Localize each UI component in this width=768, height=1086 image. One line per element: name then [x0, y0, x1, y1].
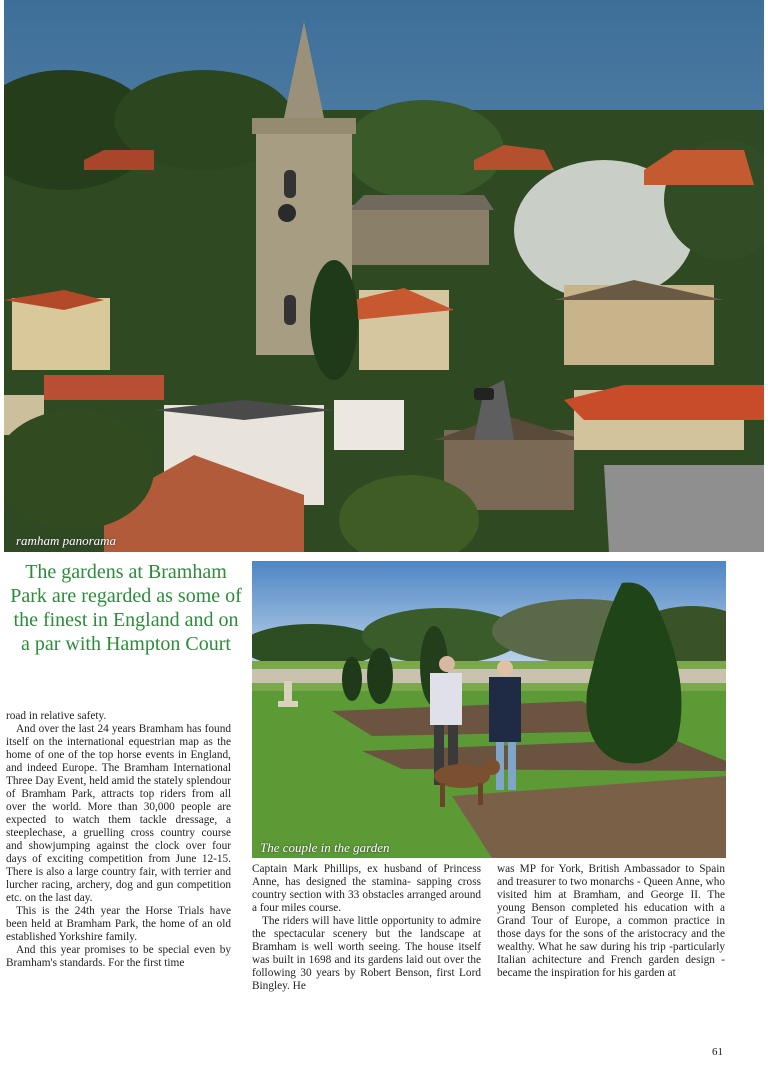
article-column-2	[252, 863, 481, 993]
village-panorama-photo	[4, 0, 764, 552]
page-number: 61	[712, 1046, 723, 1058]
garden-photo	[252, 561, 726, 858]
pull-quote: The gardens at Bramham Park are regarded as some of the finest in England and on a par with Hampton Court	[10, 561, 242, 655]
paragraph: road in relative safety.	[6, 710, 107, 722]
panorama-caption: ramham panorama	[16, 533, 117, 548]
paragraph: was MP for York, British Ambassador to Spain and treasurer to two monarchs - Queen Anne, who visited him at Bramham, and George II. The young Benson completed his education with a Grand Tour of Europe, a common practice in those days for the sons of the aristocracy and the wealthy. What he saw during his trip -particularly Italian achitecture and French garden design - became the inspiration for his garden at	[497, 863, 725, 979]
paragraph: Captain Mark Phillips, ex husband of Princess Anne, has designed the stamina- sapping cross country section with 33 obstacles arranged around a four miles course.	[252, 863, 481, 914]
paragraph: And over the last 24 years Bramham has found itself on the international equestrian map as the home of one of the top horse events in England, and indeed Europe. The Bramham International Three Day Event, held amid the stately splendour of Bramham Park, attracts top riders from all over the world. More than 30,000 people are expected to watch them tackle dressage, a steeplechase, a gruelling cross country course and showjumping against the clock over four days of exciting competition from June 12-15. There is also a large country fair, with terrier and lurcher racing, archery, dog and gun competition etc. on the last day.	[6, 723, 231, 904]
paragraph: This is the 24th year the Horse Trials have been held at Bramham Park, the home of an old established Yorkshire family.	[6, 905, 231, 943]
paragraph: The riders will have little opportunity to admire the spectacular scenery but the landscape at Bramham is well worth seeing. The house itself was built in 1698 and its gardens laid out over the following 30 years by Robert Benson, first Lord Bingley. He	[252, 915, 481, 992]
article-column-3	[497, 863, 725, 980]
garden-caption: The couple in the garden	[260, 840, 390, 855]
article-column-1	[6, 710, 231, 970]
paragraph: And this year promises to be special even by Bramham's standards. For the first time	[6, 944, 231, 969]
